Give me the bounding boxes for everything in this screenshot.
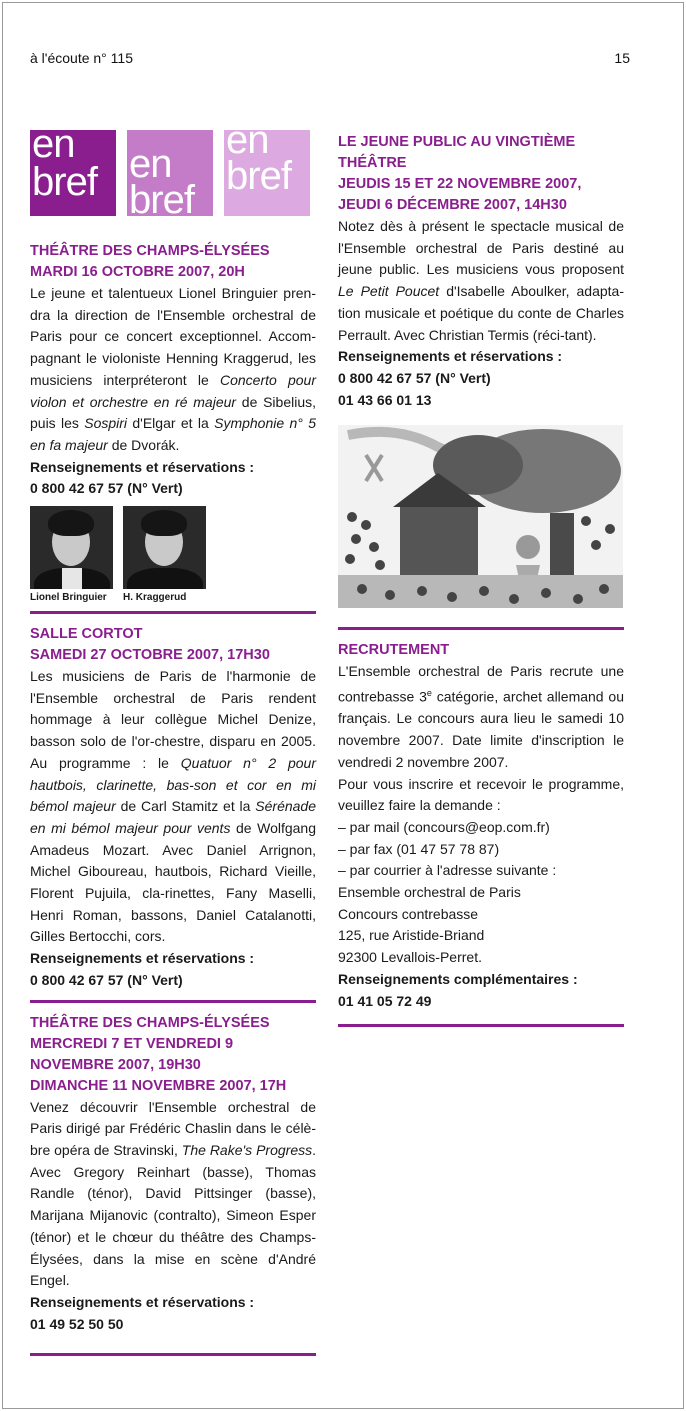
en-bref-logo <box>30 130 316 216</box>
en-bref-badge-medium: en bref <box>127 130 213 216</box>
info-label: Renseignements et réservations : <box>30 950 255 967</box>
address-line: Concours contrebasse <box>338 905 479 922</box>
phone-number: 0 800 42 67 57 (N° Vert) <box>338 369 491 386</box>
article-body-2: Pour vous inscrire et recevoir le programme, veuillez faire la demande : <box>338 775 624 814</box>
article-date: MERCREDI 7 ET VENDREDI 9 NOVEMBRE 2007, 19H30 <box>30 1035 234 1073</box>
phone-number: 0 800 42 67 57 (N° Vert) <box>30 480 183 497</box>
article-body: L'Ensemble orchestral de Paris recrute une contrebasse 3e catégorie, archet allemand ou français. Le concours aura lieu le samedi 10 novembre 2007. Date limite d'inscription le vendredi 2 novembre 2007. <box>338 663 624 770</box>
article-body: Les musiciens de Paris de l'harmonie de l'Ensemble orchestral de Paris rendent hommage à leur collègue Michel Denize, basson solo de l'or-chestre, disparu en 2005. Au programme : le Quatuor n° 2 pour hautbois, clarinette, bas-son et cor en mi bémol majeur de Carl Stamitz et la Sérénade en mi bémol majeur pour vents de Wolfgang Amadeus Mozart. Avec Daniel Arrignon, Michel Giboureau, hautbois, Richard Vieille, Florent Pujuila, cla-rinettes, Fany Maselli, Henri Roman, bassons, Daniel Catalanotti, Gilles Bertocchi, cors. <box>30 668 316 945</box>
childrens-drawing-illustration <box>338 425 623 608</box>
contact-line: – par mail (concours@eop.com.fr) <box>338 818 550 835</box>
article-title: LE JEUNE PUBLIC AU VINGTIÈME THÉÂTRE <box>338 134 576 171</box>
page-number: 15 <box>614 50 630 66</box>
info-label: Renseignements complémentaires : <box>338 970 578 987</box>
info-label: Renseignements et réservations : <box>30 458 255 475</box>
portrait-h-kraggerud <box>123 506 206 589</box>
article-salle-cortot <box>30 624 316 992</box>
section-divider <box>338 1024 624 1027</box>
article-body: Venez découvrir l'Ensemble orchestral de Paris dirigé par Frédéric Chaslin dans le célè-bre opéra de Stravinski, The Rake's Progress. Avec Gregory Reinhart (basse), Thomas Randle (ténor), David Pittsinger (basse), Marijana Mijanovic (contralto), Simeon Esper (ténor) et le chœur du théâtre des Champs-Élysées, dans la mise en scène d'André Engel. <box>30 1098 316 1289</box>
address-line: 92300 Levallois-Perret. <box>338 949 482 966</box>
portrait-lionel-bringuier <box>30 506 113 589</box>
article-rakes-progress <box>30 1013 316 1336</box>
caption-kraggerud: H. Kraggerud <box>123 592 187 604</box>
section-divider <box>338 627 624 630</box>
left-column <box>30 130 316 1366</box>
article-jeune-public <box>338 132 624 619</box>
article-date: JEUDIS 15 ET 22 NOVEMBRE 2007, JEUDI 6 DÉCEMBRE 2007, 14H30 <box>338 176 582 213</box>
address-line: 125, rue Aristide-Briand <box>338 927 485 944</box>
article-body: Le jeune et talentueux Lionel Bringuier pren-dra la direction de l'Ensemble orchestral de Paris pour ce concert exceptionnel. Accom-pagnant le violoniste Henning Kraggerud, les musiciens interpréteront le Concerto pour violon et orchestre en ré majeur de Sibelius, puis les Sospiri d'Elgar et la Symphonie n° 5 en fa majeur de Dvorák. <box>30 285 317 453</box>
article-title: THÉÂTRE DES CHAMPS-ÉLYSÉES <box>30 1014 270 1031</box>
caption-bringuier: Lionel Bringuier <box>30 592 107 604</box>
info-label: Renseignements et réservations : <box>30 1293 255 1310</box>
article-date: SAMEDI 27 OCTOBRE 2007, 17H30 <box>30 647 270 664</box>
photo-captions <box>30 592 316 603</box>
portrait-photos <box>30 506 316 589</box>
phone-number: 01 41 05 72 49 <box>338 992 432 1009</box>
right-column <box>338 132 624 1037</box>
phone-number: 01 49 52 50 50 <box>30 1315 124 1332</box>
contact-line: – par fax (01 47 57 78 87) <box>338 840 500 857</box>
phone-number: 0 800 42 67 57 (N° Vert) <box>30 971 183 988</box>
phone-number-2: 01 43 66 01 13 <box>338 391 432 408</box>
publication-name: à l'écoute n° 115 <box>30 50 133 66</box>
article-title: THÉÂTRE DES CHAMPS-ÉLYSÉES <box>30 243 270 259</box>
article-date: MARDI 16 OCTOBRE 2007, 20H <box>30 264 245 280</box>
contact-line: – par courrier à l'adresse suivante : <box>338 862 557 879</box>
en-bref-badge-light: en bref <box>224 130 310 216</box>
en-bref-badge-dark: en bref <box>30 130 116 216</box>
article-body: Notez dès à présent le spectacle musical de l'Ensemble orchestral de Paris destiné au jeune public. Les musiciens vous proposent Le Petit Poucet d'Isabelle Aboulker, adapta-tion musicale et poétique du conte de Charles Perrault. Avec Christian Termis (réci-tant). <box>338 218 624 343</box>
section-divider <box>30 1353 316 1356</box>
info-label: Renseignements et réservations : <box>338 348 563 365</box>
section-divider <box>30 611 316 614</box>
article-title: SALLE CORTOT <box>30 626 143 643</box>
article-recrutement <box>338 640 624 1012</box>
article-champs-elysees-octobre <box>30 241 316 603</box>
section-divider <box>30 1000 316 1003</box>
article-title: RECRUTEMENT <box>338 642 450 659</box>
address-line: Ensemble orchestral de Paris <box>338 884 521 901</box>
article-date-2: DIMANCHE 11 NOVEMBRE 2007, 17H <box>30 1077 287 1094</box>
